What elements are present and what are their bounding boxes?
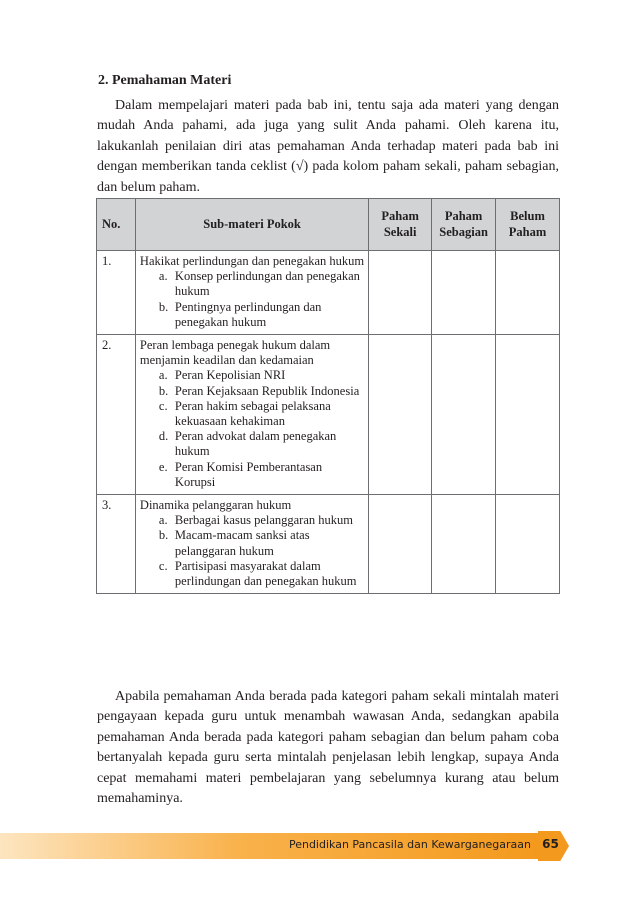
subtopic-text: Konsep perlindungan dan penegakan hukum [174, 269, 360, 299]
subtopic-item [159, 384, 364, 399]
subtopic-text: Peran Komisi Pemberantasan Korupsi [174, 459, 323, 489]
col-header-topic: Sub-materi Pokok [135, 199, 368, 251]
checkbox-paham-sebagian[interactable] [432, 251, 496, 335]
subtopic-item [159, 528, 364, 558]
row-number: 1. [97, 251, 136, 335]
subtopic-letter: b. [158, 383, 169, 398]
topic-cell [135, 335, 368, 495]
table-row [97, 335, 560, 495]
subtopic-letter: d. [158, 429, 169, 444]
subtopic-letter: b. [158, 299, 169, 314]
intro-paragraph: Dalam mempelajari materi pada bab ini, tentu saja ada materi yang dengan mudah Anda pahami, ada juga yang sulit Anda pahami. Oleh karena itu, lakukanlah penilaian diri atas pemahaman Anda terhadap materi pada bab ini dengan memberikan tanda ceklist (√) pada kolom paham sekali, paham sebagian, dan belum paham. [97, 98, 559, 195]
subtopic-list [140, 368, 364, 490]
topic-title: Dinamika pelanggaran hukum [139, 498, 292, 513]
subtopic-item [159, 513, 364, 528]
header-line: Paham [444, 209, 483, 224]
subtopic-letter: e. [158, 459, 168, 474]
subtopic-item [159, 559, 364, 589]
checkbox-paham-sebagian[interactable] [432, 495, 496, 594]
subtopic-letter: a. [158, 269, 168, 284]
checkbox-paham-sebagian[interactable] [432, 335, 496, 495]
subtopic-item [159, 429, 364, 459]
subtopic-letter: c. [158, 398, 168, 413]
subtopic-item [159, 300, 364, 330]
topic-cell [135, 495, 368, 594]
col-header-belum-paham [496, 199, 560, 251]
subtopic-text: Macam-macam sanksi atas pelanggaran hukum [174, 528, 310, 558]
checkbox-belum-paham[interactable] [496, 495, 560, 594]
subtopic-item [159, 460, 364, 490]
table-row [97, 251, 560, 335]
closing-paragraph: Apabila pemahaman Anda berada pada kategori paham sekali mintalah materi pengayaan kepada guru untuk menambah wawasan Anda, sedangkan apabila pemahaman Anda berada pada kategori paham sebagian dan belum paham coba bertanyalah kepada guru serta mintalah penjelasan lebih lengkap, supaya Anda cepat memahami materi pembelajaran yang sebelumnya kurang atau belum memahaminya. [97, 689, 559, 807]
table-row [97, 495, 560, 594]
checkbox-belum-paham[interactable] [496, 335, 560, 495]
table-header [97, 199, 560, 251]
header-line: Paham [508, 224, 547, 239]
subtopic-text: Pentingnya perlindungan dan penegakan hukum [174, 299, 322, 329]
subtopic-text: Peran Kejaksaan Republik Indonesia [174, 383, 360, 398]
checkbox-paham-sekali[interactable] [369, 335, 432, 495]
topic-cell [135, 251, 368, 335]
subtopic-item [159, 368, 364, 383]
subtopic-item [159, 269, 364, 299]
topic-title: Peran lembaga penegak hukum dalam menjamin keadilan dan kedamaian [139, 338, 331, 368]
col-header-paham-sekali [369, 199, 432, 251]
subtopic-letter: c. [158, 558, 168, 573]
subtopic-letter: a. [158, 368, 168, 383]
topic-title: Hakikat perlindungan dan penegakan hukum [139, 254, 365, 268]
subtopic-text: Peran Kepolisian NRI [174, 368, 286, 383]
col-header-no: No. [97, 199, 136, 251]
header-line: Sekali [383, 224, 417, 239]
header-line: Sebagian [439, 224, 488, 239]
checkbox-belum-paham[interactable] [496, 251, 560, 335]
subtopic-text: Peran advokat dalam penegakan hukum [174, 429, 337, 459]
subtopic-letter: a. [158, 513, 168, 528]
row-number: 2. [97, 335, 136, 495]
subtopic-text: Partisipasi masyarakat dalam perlindungan dan penegakan hukum [174, 558, 357, 589]
row-number: 3. [97, 495, 136, 594]
checkbox-paham-sekali[interactable] [369, 495, 432, 594]
subtopic-letter: b. [158, 528, 169, 543]
self-assessment-table [96, 198, 560, 594]
section-heading: 2. Pemahaman Materi [98, 73, 232, 88]
subtopic-item [159, 399, 364, 429]
header-line: Belum [510, 209, 545, 224]
page-number: 65 [542, 837, 559, 851]
subtopic-list [140, 269, 364, 330]
subtopic-text: Peran hakim sebagai pelaksana kekuasaan kehakiman [174, 398, 331, 429]
footer-book-title: Pendidikan Pancasila dan Kewarganegaraan [288, 838, 531, 851]
subtopic-list [140, 513, 364, 589]
subtopic-text: Berbagai kasus pelanggaran hukum [174, 513, 353, 528]
checkbox-paham-sekali[interactable] [369, 251, 432, 335]
col-header-paham-sebagian [432, 199, 496, 251]
header-line: Paham [381, 209, 419, 224]
